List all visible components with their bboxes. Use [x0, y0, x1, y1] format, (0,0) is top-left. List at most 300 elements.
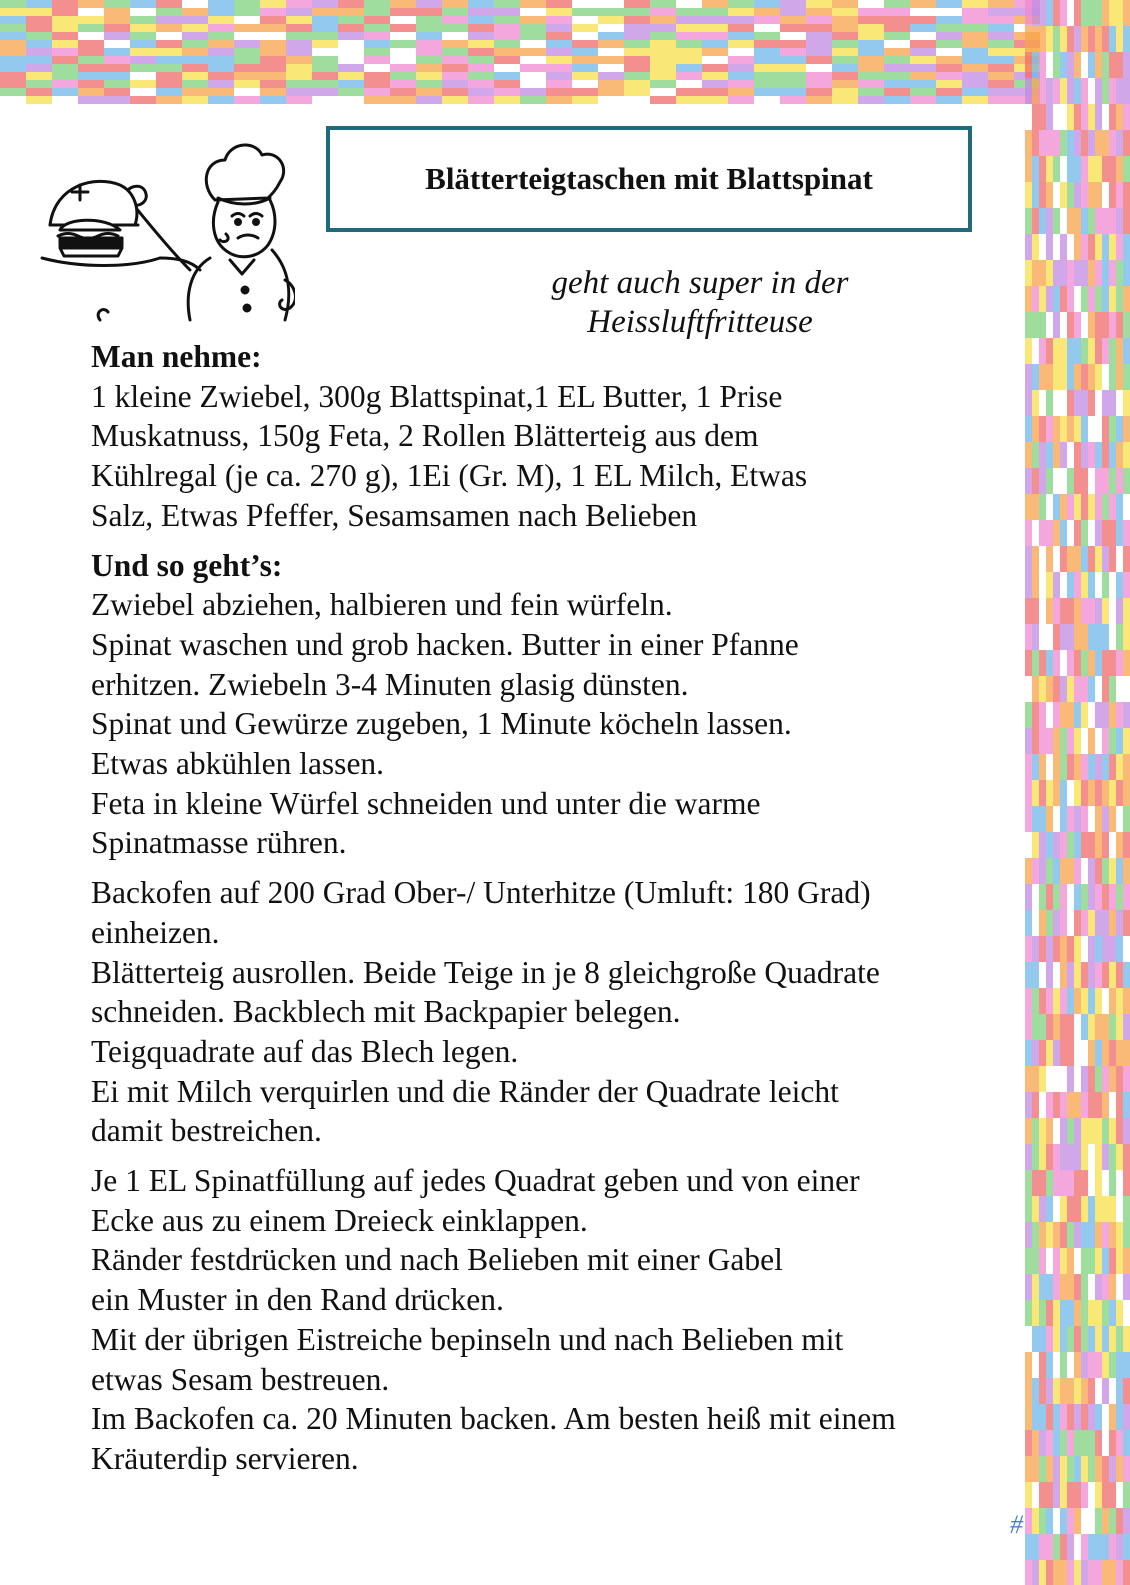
pattern-tile	[1046, 1352, 1053, 1378]
pattern-tile	[1109, 520, 1116, 546]
pattern-tile	[0, 0, 26, 8]
pattern-tile	[1067, 364, 1074, 390]
pattern-tile	[1067, 1118, 1074, 1144]
pattern-tile	[130, 88, 156, 96]
pattern-tile	[598, 16, 624, 24]
pattern-tile	[1067, 1274, 1074, 1300]
pattern-tile	[1032, 1508, 1039, 1534]
pattern-tile	[884, 0, 910, 8]
pattern-tile	[1095, 598, 1102, 624]
pattern-tile	[1025, 1222, 1032, 1248]
pattern-tile	[260, 80, 286, 88]
pattern-tile	[130, 32, 156, 40]
pattern-tile	[1123, 1508, 1130, 1534]
pattern-tile	[988, 0, 1014, 8]
pattern-tile	[1116, 104, 1123, 130]
pattern-tile	[286, 64, 312, 72]
pattern-tile	[1067, 1014, 1074, 1040]
pattern-tile	[1123, 1352, 1130, 1378]
pattern-tile	[546, 32, 572, 40]
pattern-tile	[1088, 520, 1095, 546]
pattern-tile	[1053, 1248, 1060, 1274]
pattern-tile	[1123, 468, 1130, 494]
pattern-tile	[338, 32, 364, 40]
pattern-tile	[234, 0, 260, 8]
pattern-tile	[1095, 338, 1102, 364]
pattern-tile	[1025, 1404, 1032, 1430]
pattern-tile	[104, 88, 130, 96]
pattern-tile	[1081, 338, 1088, 364]
pattern-tile	[1067, 1456, 1074, 1482]
pattern-tile	[1081, 390, 1088, 416]
pattern-tile	[546, 0, 572, 8]
pattern-tile	[1109, 650, 1116, 676]
pattern-tile	[182, 80, 208, 88]
pattern-tile	[1039, 442, 1046, 468]
pattern-tile	[676, 64, 702, 72]
pattern-tile	[1123, 494, 1130, 520]
pattern-tile	[598, 8, 624, 16]
pattern-tile	[910, 48, 936, 56]
pattern-tile	[1081, 468, 1088, 494]
pattern-tile	[1088, 832, 1095, 858]
pattern-tile	[1067, 910, 1074, 936]
pattern-tile	[1081, 1326, 1088, 1352]
pattern-tile	[1088, 702, 1095, 728]
pattern-tile	[1025, 390, 1032, 416]
pattern-tile	[1053, 494, 1060, 520]
pattern-tile	[1046, 286, 1053, 312]
pattern-tile	[1102, 988, 1109, 1014]
pattern-tile	[1102, 1378, 1109, 1404]
pattern-tile	[832, 72, 858, 80]
pattern-tile	[338, 88, 364, 96]
pattern-tile	[1032, 1404, 1039, 1430]
pattern-tile	[1088, 286, 1095, 312]
pattern-tile	[1039, 936, 1046, 962]
pattern-tile	[962, 40, 988, 48]
pattern-tile	[754, 32, 780, 40]
pattern-tile	[1081, 1430, 1088, 1456]
pattern-tile	[1109, 260, 1116, 286]
pattern-tile	[884, 16, 910, 24]
pattern-tile	[1081, 1456, 1088, 1482]
pattern-tile	[1067, 78, 1074, 104]
pattern-tile	[1102, 416, 1109, 442]
pattern-tile	[1053, 806, 1060, 832]
pattern-tile	[1032, 754, 1039, 780]
pattern-tile	[1060, 728, 1067, 754]
pattern-tile	[1039, 1040, 1046, 1066]
pattern-tile	[1025, 520, 1032, 546]
pattern-tile	[910, 32, 936, 40]
pattern-tile	[1039, 1352, 1046, 1378]
pattern-tile	[1039, 286, 1046, 312]
pattern-tile	[234, 80, 260, 88]
pattern-tile	[676, 32, 702, 40]
pattern-tile	[390, 88, 416, 96]
pattern-tile	[1116, 1118, 1123, 1144]
pattern-tile	[1032, 26, 1039, 52]
pattern-tile	[1095, 806, 1102, 832]
pattern-tile	[1109, 1456, 1116, 1482]
pattern-tile	[416, 56, 442, 64]
pattern-tile	[1046, 26, 1053, 52]
pattern-tile	[858, 48, 884, 56]
pattern-tile	[1109, 572, 1116, 598]
pattern-tile	[1025, 936, 1032, 962]
pattern-tile	[52, 88, 78, 96]
pattern-tile	[78, 0, 104, 8]
pattern-tile	[1025, 754, 1032, 780]
pattern-tile	[1109, 858, 1116, 884]
pattern-tile	[156, 96, 182, 104]
pattern-tile	[1032, 0, 1039, 26]
pattern-tile	[1046, 442, 1053, 468]
pattern-tile	[78, 80, 104, 88]
pattern-tile	[1053, 156, 1060, 182]
pattern-tile	[364, 80, 390, 88]
pattern-tile	[338, 8, 364, 16]
pattern-tile	[52, 64, 78, 72]
pattern-tile	[1088, 208, 1095, 234]
pattern-tile	[1032, 1118, 1039, 1144]
pattern-tile	[1123, 1040, 1130, 1066]
pattern-tile	[832, 56, 858, 64]
pattern-tile	[1032, 780, 1039, 806]
pattern-tile	[1046, 104, 1053, 130]
pattern-tile	[1109, 78, 1116, 104]
pattern-tile	[1060, 806, 1067, 832]
pattern-tile	[1074, 780, 1081, 806]
pattern-tile	[832, 40, 858, 48]
pattern-tile	[1032, 364, 1039, 390]
pattern-tile	[468, 64, 494, 72]
pattern-tile	[1053, 702, 1060, 728]
pattern-tile	[234, 56, 260, 64]
pattern-tile	[858, 96, 884, 104]
pattern-tile	[1109, 1040, 1116, 1066]
pattern-tile	[1116, 0, 1123, 26]
pattern-tile	[1088, 1326, 1095, 1352]
pattern-tile	[1109, 1482, 1116, 1508]
pattern-tile	[1039, 624, 1046, 650]
pattern-tile	[1109, 1274, 1116, 1300]
pattern-tile	[1088, 0, 1095, 26]
pattern-tile	[130, 40, 156, 48]
pattern-tile	[1102, 0, 1109, 26]
pattern-tile	[1039, 988, 1046, 1014]
pattern-tile	[650, 16, 676, 24]
pattern-tile	[1095, 1144, 1102, 1170]
pattern-tile	[1039, 156, 1046, 182]
pattern-tile	[1032, 312, 1039, 338]
pattern-tile	[1067, 1066, 1074, 1092]
pattern-tile	[884, 32, 910, 40]
pattern-tile	[702, 0, 728, 8]
pattern-tile	[1081, 234, 1088, 260]
pattern-tile	[1032, 1430, 1039, 1456]
pattern-tile	[884, 8, 910, 16]
pattern-tile	[1032, 962, 1039, 988]
pattern-tile	[1053, 598, 1060, 624]
pattern-tile	[1046, 130, 1053, 156]
pattern-tile	[0, 40, 26, 48]
pattern-tile	[624, 64, 650, 72]
pattern-tile	[1088, 234, 1095, 260]
pattern-tile	[1088, 494, 1095, 520]
pattern-tile	[1039, 130, 1046, 156]
pattern-tile	[1088, 754, 1095, 780]
pattern-tile	[650, 48, 676, 56]
pattern-tile	[1053, 234, 1060, 260]
pattern-tile	[936, 32, 962, 40]
pattern-tile	[676, 72, 702, 80]
pattern-tile	[1060, 208, 1067, 234]
pattern-tile	[1116, 338, 1123, 364]
pattern-tile	[1032, 988, 1039, 1014]
pattern-tile	[1123, 936, 1130, 962]
pattern-tile	[494, 64, 520, 72]
pattern-tile	[1116, 286, 1123, 312]
pattern-tile	[1116, 156, 1123, 182]
pattern-tile	[806, 0, 832, 8]
pattern-tile	[1039, 1144, 1046, 1170]
instruction-line: einheizen.	[91, 914, 220, 950]
pattern-tile	[390, 72, 416, 80]
pattern-tile	[1074, 1274, 1081, 1300]
pattern-tile	[416, 96, 442, 104]
pattern-tile	[1039, 858, 1046, 884]
pattern-tile	[1102, 1014, 1109, 1040]
instruction-line: Backofen auf 200 Grad Ober-/ Unterhitze (Umluft: 180 Grad)	[91, 875, 871, 911]
pattern-tile	[1102, 1430, 1109, 1456]
pattern-tile	[1095, 0, 1102, 26]
pattern-tile	[1123, 520, 1130, 546]
pattern-tile	[1109, 442, 1116, 468]
pattern-tile	[936, 72, 962, 80]
pattern-tile	[754, 88, 780, 96]
pattern-tile	[1109, 26, 1116, 52]
pattern-tile	[1081, 182, 1088, 208]
pattern-tile	[1081, 884, 1088, 910]
pattern-tile	[650, 56, 676, 64]
pattern-tile	[1074, 260, 1081, 286]
pattern-tile	[1081, 1482, 1088, 1508]
pattern-tile	[1039, 234, 1046, 260]
pattern-tile	[1039, 1456, 1046, 1482]
pattern-tile	[676, 48, 702, 56]
pattern-tile	[1102, 1560, 1109, 1585]
pattern-tile	[1067, 104, 1074, 130]
pattern-tile	[0, 56, 26, 64]
pattern-tile	[1123, 286, 1130, 312]
pattern-tile	[1102, 962, 1109, 988]
pattern-tile	[624, 80, 650, 88]
pattern-tile	[624, 0, 650, 8]
pattern-tile	[1102, 234, 1109, 260]
pattern-tile	[312, 40, 338, 48]
pattern-tile	[1060, 780, 1067, 806]
pattern-tile	[1025, 234, 1032, 260]
recipe-title: Blätterteigtaschen mit Blattspinat	[425, 161, 873, 196]
pattern-tile	[1025, 598, 1032, 624]
pattern-tile	[1053, 650, 1060, 676]
pattern-tile	[780, 96, 806, 104]
pattern-tile	[1039, 1326, 1046, 1352]
pattern-tile	[364, 8, 390, 16]
pattern-tile	[1109, 1144, 1116, 1170]
pattern-tile	[338, 80, 364, 88]
pattern-tile	[1032, 650, 1039, 676]
pattern-tile	[1074, 1456, 1081, 1482]
pattern-tile	[884, 24, 910, 32]
pattern-tile	[598, 88, 624, 96]
pattern-tile	[1060, 1118, 1067, 1144]
pattern-tile	[1116, 312, 1123, 338]
pattern-tile	[1025, 104, 1032, 130]
instruction-line: Etwas abkühlen lassen.	[91, 746, 385, 782]
pattern-tile	[962, 8, 988, 16]
pattern-tile	[1109, 208, 1116, 234]
pattern-tile	[1046, 1300, 1053, 1326]
pattern-tile	[1032, 1144, 1039, 1170]
pattern-tile	[1081, 1144, 1088, 1170]
pattern-tile	[1025, 1196, 1032, 1222]
pattern-tile	[910, 96, 936, 104]
pattern-tile	[1067, 520, 1074, 546]
instruction-line: Zwiebel abziehen, halbieren und fein würfeln.	[91, 587, 673, 623]
pattern-tile	[962, 48, 988, 56]
pattern-tile	[1067, 676, 1074, 702]
pattern-tile	[1025, 780, 1032, 806]
pattern-tile	[1074, 936, 1081, 962]
pattern-tile	[1116, 1534, 1123, 1560]
pattern-tile	[1102, 702, 1109, 728]
pattern-tile	[1109, 832, 1116, 858]
pattern-tile	[26, 72, 52, 80]
pattern-tile	[1046, 572, 1053, 598]
pattern-tile	[1109, 728, 1116, 754]
pattern-tile	[1060, 676, 1067, 702]
pattern-tile	[1074, 494, 1081, 520]
pattern-tile	[1123, 546, 1130, 572]
pattern-tile	[1025, 1144, 1032, 1170]
pattern-tile	[1102, 1144, 1109, 1170]
pattern-tile	[208, 48, 234, 56]
pattern-tile	[1116, 1300, 1123, 1326]
pattern-tile	[1116, 1222, 1123, 1248]
pattern-tile	[1095, 988, 1102, 1014]
pattern-tile	[1053, 1144, 1060, 1170]
pattern-tile	[1095, 26, 1102, 52]
pattern-tile	[1074, 1560, 1081, 1585]
pattern-tile	[1081, 364, 1088, 390]
pattern-tile	[962, 88, 988, 96]
pattern-tile	[1088, 676, 1095, 702]
pattern-tile	[1102, 832, 1109, 858]
pattern-tile	[1116, 1144, 1123, 1170]
pattern-tile	[650, 40, 676, 48]
pattern-tile	[962, 56, 988, 64]
pattern-tile	[1081, 416, 1088, 442]
pattern-tile	[1123, 1144, 1130, 1170]
pattern-tile	[1081, 546, 1088, 572]
pattern-tile	[182, 16, 208, 24]
pattern-tile	[1060, 624, 1067, 650]
pattern-tile	[1060, 962, 1067, 988]
pattern-tile	[1032, 390, 1039, 416]
pattern-tile	[1123, 754, 1130, 780]
pattern-tile	[624, 48, 650, 56]
floral-pattern-right	[1025, 0, 1130, 1585]
pattern-tile	[468, 40, 494, 48]
pattern-tile	[260, 32, 286, 40]
pattern-tile	[286, 32, 312, 40]
pattern-tile	[1074, 884, 1081, 910]
pattern-tile	[1039, 1274, 1046, 1300]
pattern-tile	[1095, 936, 1102, 962]
pattern-tile	[78, 24, 104, 32]
pattern-tile	[1067, 52, 1074, 78]
pattern-tile	[1088, 312, 1095, 338]
pattern-tile	[1088, 1040, 1095, 1066]
pattern-tile	[468, 32, 494, 40]
instruction-line: Spinatmasse rühren.	[91, 825, 347, 861]
pattern-tile	[1123, 624, 1130, 650]
pattern-tile	[130, 56, 156, 64]
pattern-tile	[1088, 26, 1095, 52]
pattern-tile	[1095, 702, 1102, 728]
pattern-tile	[1025, 1092, 1032, 1118]
pattern-tile	[234, 64, 260, 72]
pattern-tile	[1060, 1144, 1067, 1170]
pattern-tile	[130, 48, 156, 56]
pattern-tile	[728, 56, 754, 64]
pattern-tile	[1067, 546, 1074, 572]
pattern-tile	[156, 8, 182, 16]
pattern-tile	[442, 80, 468, 88]
pattern-tile	[1081, 598, 1088, 624]
pattern-tile	[182, 96, 208, 104]
pattern-tile	[1116, 624, 1123, 650]
pattern-tile	[1032, 1066, 1039, 1092]
pattern-tile	[260, 96, 286, 104]
pattern-tile	[364, 24, 390, 32]
pattern-tile	[494, 16, 520, 24]
pattern-tile	[1116, 52, 1123, 78]
pattern-tile	[26, 96, 52, 104]
pattern-tile	[26, 0, 52, 8]
pattern-tile	[1025, 260, 1032, 286]
pattern-tile	[1116, 208, 1123, 234]
pattern-tile	[1046, 1118, 1053, 1144]
pattern-tile	[520, 32, 546, 40]
pattern-tile	[1046, 1014, 1053, 1040]
pattern-tile	[1123, 884, 1130, 910]
pattern-tile	[1039, 390, 1046, 416]
pattern-tile	[1116, 520, 1123, 546]
pattern-tile	[260, 24, 286, 32]
pattern-tile	[1032, 104, 1039, 130]
pattern-tile	[1067, 1222, 1074, 1248]
pattern-tile	[260, 64, 286, 72]
pattern-tile	[780, 32, 806, 40]
pattern-tile	[650, 0, 676, 8]
pattern-tile	[1102, 1482, 1109, 1508]
pattern-tile	[1025, 1352, 1032, 1378]
pattern-tile	[1067, 1092, 1074, 1118]
